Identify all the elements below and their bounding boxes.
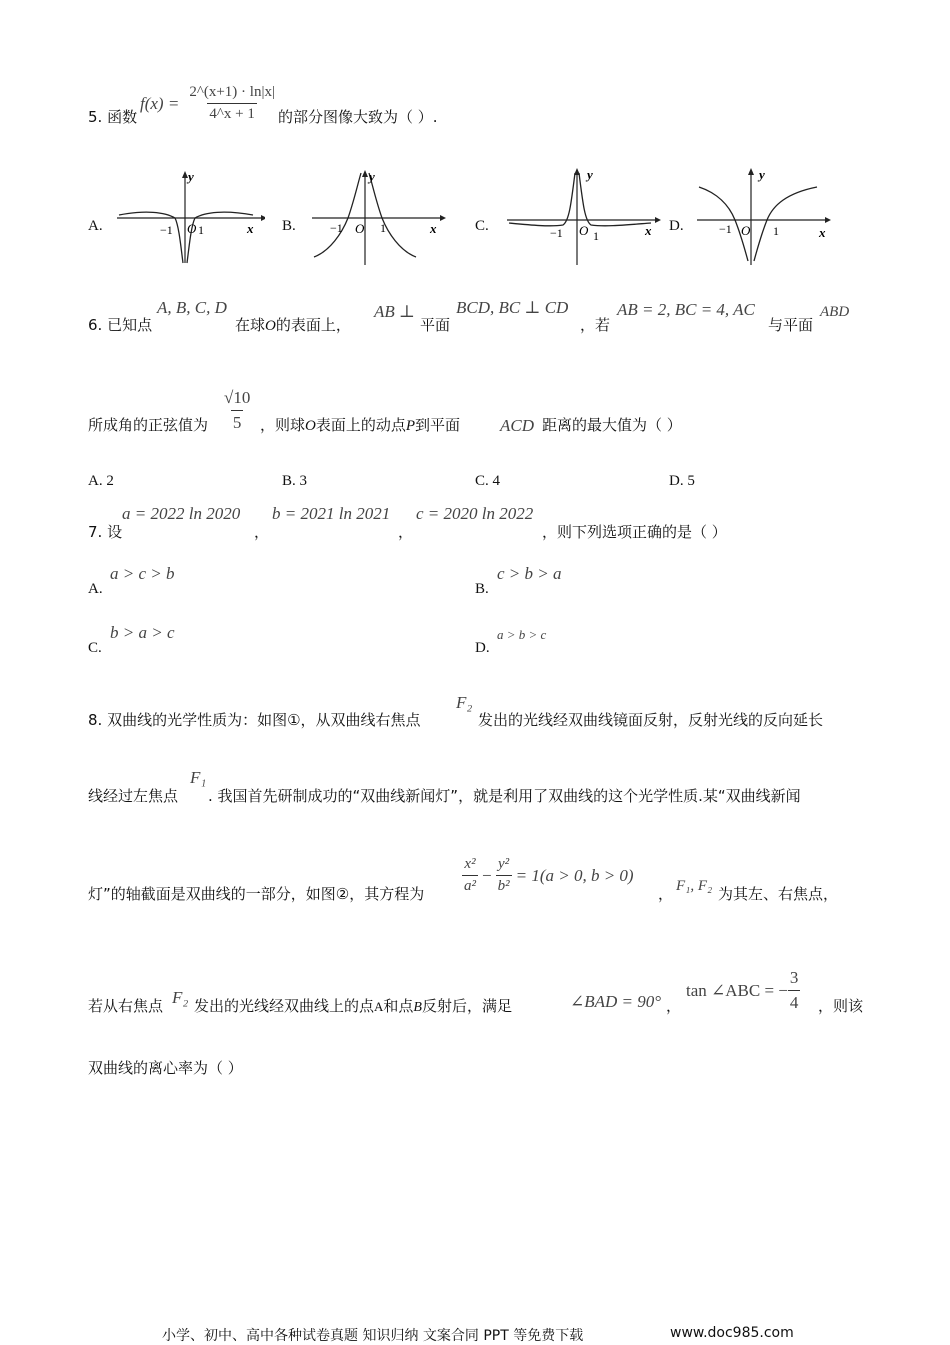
q7-option-d-expr: a > b > c bbox=[497, 627, 547, 642]
q5-fraction bbox=[187, 84, 277, 123]
q5-graph-d bbox=[695, 165, 840, 270]
q7-c-def: c = 2020 ln 2022 bbox=[416, 504, 534, 523]
x-axis-arrow bbox=[825, 217, 831, 223]
curve-left bbox=[314, 173, 361, 257]
q6-sphere-o: O bbox=[305, 418, 316, 434]
q6-fraction bbox=[222, 388, 252, 433]
origin-label: O bbox=[355, 221, 365, 236]
q7-b-def: b = 2021 ln 2021 bbox=[272, 504, 391, 523]
y-axis-arrow bbox=[362, 170, 368, 177]
curve-left bbox=[509, 173, 575, 226]
q6-line2-b bbox=[260, 414, 460, 435]
q5-option-d-label: D. bbox=[669, 218, 684, 234]
q5-number: 5. bbox=[88, 108, 103, 126]
q6-number: 6. bbox=[88, 316, 103, 334]
q7-comma-1: ， bbox=[254, 523, 270, 541]
x-axis-arrow bbox=[261, 215, 265, 221]
q8-y-frac bbox=[496, 856, 512, 895]
q8-y-num: y² bbox=[498, 856, 510, 872]
q6-text: 已知点 bbox=[107, 316, 153, 334]
q6-sine-fraction bbox=[222, 388, 252, 433]
neg-one-label: −1 bbox=[160, 223, 173, 237]
q8-line2-a: 线经过左焦点 bbox=[88, 787, 179, 805]
q6-text: 的表面上， bbox=[275, 316, 351, 334]
x-axis-arrow bbox=[440, 215, 446, 221]
q8-point-b: B bbox=[413, 1000, 422, 1015]
q6-option-d: D. 5 bbox=[669, 473, 695, 489]
q7-text: 设 bbox=[107, 523, 123, 541]
q5-graph-c bbox=[505, 165, 665, 270]
q6-plane-text: 平面 bbox=[420, 316, 451, 334]
q6-text: 表面上的动点 bbox=[315, 416, 406, 434]
q8-x-num: x² bbox=[464, 856, 476, 872]
q6-frac-den: 5 bbox=[231, 410, 244, 433]
q6-abd: ABD bbox=[820, 304, 850, 320]
q5-function bbox=[140, 84, 277, 123]
q8-equation bbox=[462, 856, 634, 895]
q6-option-a: A. 2 bbox=[88, 473, 114, 489]
q5-func-lhs: f(x) = bbox=[140, 93, 180, 113]
q6-text: ，则球 bbox=[260, 416, 306, 434]
q8-line4-c: ， bbox=[666, 997, 682, 1015]
neg-one-label: −1 bbox=[330, 221, 343, 235]
q8-text: 和点 bbox=[383, 997, 414, 1015]
q5-graph-a bbox=[115, 168, 265, 268]
q7-option-c-expr: b > a > c bbox=[110, 623, 175, 642]
q8-line4-b bbox=[194, 995, 512, 1016]
one-label: 1 bbox=[380, 221, 386, 235]
q8-f2: F₂ bbox=[456, 693, 473, 712]
q8-tan bbox=[686, 968, 800, 1013]
q8-line3-c: 为其左、右焦点， bbox=[718, 885, 839, 903]
neg-one-label: −1 bbox=[719, 222, 732, 236]
q6-sphere-o: O bbox=[265, 318, 276, 334]
q6-option-b: B. 3 bbox=[282, 473, 308, 489]
q8-line1-a bbox=[88, 709, 421, 730]
y-label: y bbox=[759, 167, 765, 182]
x-axis-arrow bbox=[655, 217, 661, 223]
origin-label: O bbox=[741, 223, 751, 238]
q8-tan-lhs: tan ∠ABC = − bbox=[686, 980, 788, 1000]
q6-line1-b bbox=[235, 314, 351, 335]
q8-text: 发出的光线经双曲线上的点 bbox=[194, 997, 375, 1015]
q8-point-a: A bbox=[374, 999, 384, 1014]
x-label: x bbox=[430, 221, 437, 236]
q8-minus: − bbox=[482, 865, 492, 885]
q6-if-text: ，若 bbox=[580, 316, 611, 334]
q6-line2-a: 所成角的正弦值为 bbox=[88, 416, 209, 434]
curve-right bbox=[754, 187, 817, 261]
y-label: y bbox=[587, 167, 593, 182]
q7-number: 7. bbox=[88, 523, 103, 541]
q6-line2-c: 距离的最大值为（ ） bbox=[542, 416, 682, 434]
origin-label: O bbox=[579, 223, 589, 238]
q8-line3-b: ， bbox=[658, 885, 674, 903]
q6-ab-perp: AB ⊥ bbox=[374, 302, 416, 321]
x-label: x bbox=[819, 225, 826, 240]
q8-line4-d: ，则该 bbox=[818, 997, 864, 1015]
x-label: x bbox=[247, 221, 254, 236]
q6-bcd-cond: BCD, BC ⊥ CD bbox=[456, 298, 569, 317]
curve-right bbox=[369, 173, 416, 257]
q8-eq-rhs: = 1(a > 0, b > 0) bbox=[515, 865, 634, 885]
q6-acd: ACD bbox=[500, 416, 534, 435]
q6-with-plane: 与平面 bbox=[768, 316, 814, 334]
q8-f2-b: F₂ bbox=[172, 988, 189, 1007]
q7-a-def: a = 2022 ln 2020 bbox=[122, 504, 241, 523]
one-label: 1 bbox=[593, 229, 599, 243]
footer-site-link[interactable]: www.doc985.com bbox=[670, 1325, 794, 1341]
q7-option-c-label: C. bbox=[88, 640, 102, 656]
q6-lengths: AB = 2, BC = 4, AC bbox=[617, 300, 755, 319]
neg-one-label: −1 bbox=[550, 226, 563, 240]
q8-foci: F₁, F₂ bbox=[676, 878, 713, 894]
q8-text: 双曲线的光学性质为：如图①，从双曲线右焦点 bbox=[107, 711, 421, 729]
q8-f1: F₁ bbox=[190, 768, 207, 787]
q5-tail: 的部分图像大致为（ ）. bbox=[278, 108, 438, 126]
q8-line2-b: . 我国首先研制成功的“双曲线新闻灯”，就是利用了双曲线的这个光学性质.某“双曲线新闻 bbox=[208, 787, 801, 805]
q6-point-p: P bbox=[405, 418, 416, 434]
q7-option-b-label: B. bbox=[475, 581, 489, 597]
q8-line5: 双曲线的离心率为（ ） bbox=[88, 1059, 243, 1077]
q5-denominator: 4^x + 1 bbox=[207, 103, 257, 123]
q8-line3-a: 灯”的轴截面是双曲线的一部分，如图②，其方程为 bbox=[88, 885, 425, 903]
q6-line1-a bbox=[88, 314, 152, 335]
q7-option-a-expr: a > c > b bbox=[110, 564, 175, 583]
q8-number: 8. bbox=[88, 711, 103, 729]
q5-graph-b bbox=[310, 165, 460, 270]
q7-line-a bbox=[88, 521, 122, 542]
q8-text: 反射后，满足 bbox=[421, 997, 512, 1015]
origin-label: O bbox=[187, 221, 197, 236]
q8-tan-num: 3 bbox=[789, 968, 799, 987]
q8-y-den: b² bbox=[496, 875, 512, 895]
q6-option-c: C. 4 bbox=[475, 473, 501, 489]
curve-left bbox=[119, 212, 183, 263]
q8-x-den: a² bbox=[462, 875, 478, 895]
q8-angle: ∠BAD = 90° bbox=[570, 992, 662, 1011]
x-label: x bbox=[645, 223, 652, 238]
y-label: y bbox=[369, 169, 375, 184]
q5-option-a-label: A. bbox=[88, 218, 103, 234]
q8-tan-frac bbox=[788, 968, 801, 1013]
q7-option-d-label: D. bbox=[475, 640, 490, 656]
q5-numerator: 2^(x+1) · ln|x| bbox=[189, 84, 275, 100]
y-label: y bbox=[188, 169, 194, 184]
q8-tan-den: 4 bbox=[788, 990, 801, 1013]
q5-option-b-label: B. bbox=[282, 218, 296, 234]
q8-line4-a: 若从右焦点 bbox=[88, 997, 164, 1015]
q6-frac-num: √10 bbox=[224, 388, 251, 407]
y-axis-arrow bbox=[748, 168, 754, 175]
q5-line bbox=[88, 106, 137, 127]
q7-option-b-expr: c > b > a bbox=[497, 564, 562, 583]
q5-option-c-label: C. bbox=[475, 218, 489, 234]
q5-lead: 函数 bbox=[107, 108, 138, 126]
one-label: 1 bbox=[773, 224, 779, 238]
q8-x-frac bbox=[462, 856, 478, 895]
q8-line1-b: 发出的光线经双曲线镜面反射，反射光线的反向延长 bbox=[478, 711, 824, 729]
one-label: 1 bbox=[198, 223, 204, 237]
footer-text: 小学、初中、高中各种试卷真题 知识归纳 文案合同 PPT 等免费下载 bbox=[162, 1328, 584, 1344]
q6-points: A, B, C, D bbox=[157, 298, 227, 317]
curve-right bbox=[187, 212, 253, 263]
q7-option-a-label: A. bbox=[88, 581, 103, 597]
q7-tail: ，则下列选项正确的是（ ） bbox=[542, 523, 727, 541]
q7-comma-2: ， bbox=[398, 523, 414, 541]
q6-text: 到平面 bbox=[415, 416, 461, 434]
q6-text: 在球 bbox=[235, 316, 266, 334]
